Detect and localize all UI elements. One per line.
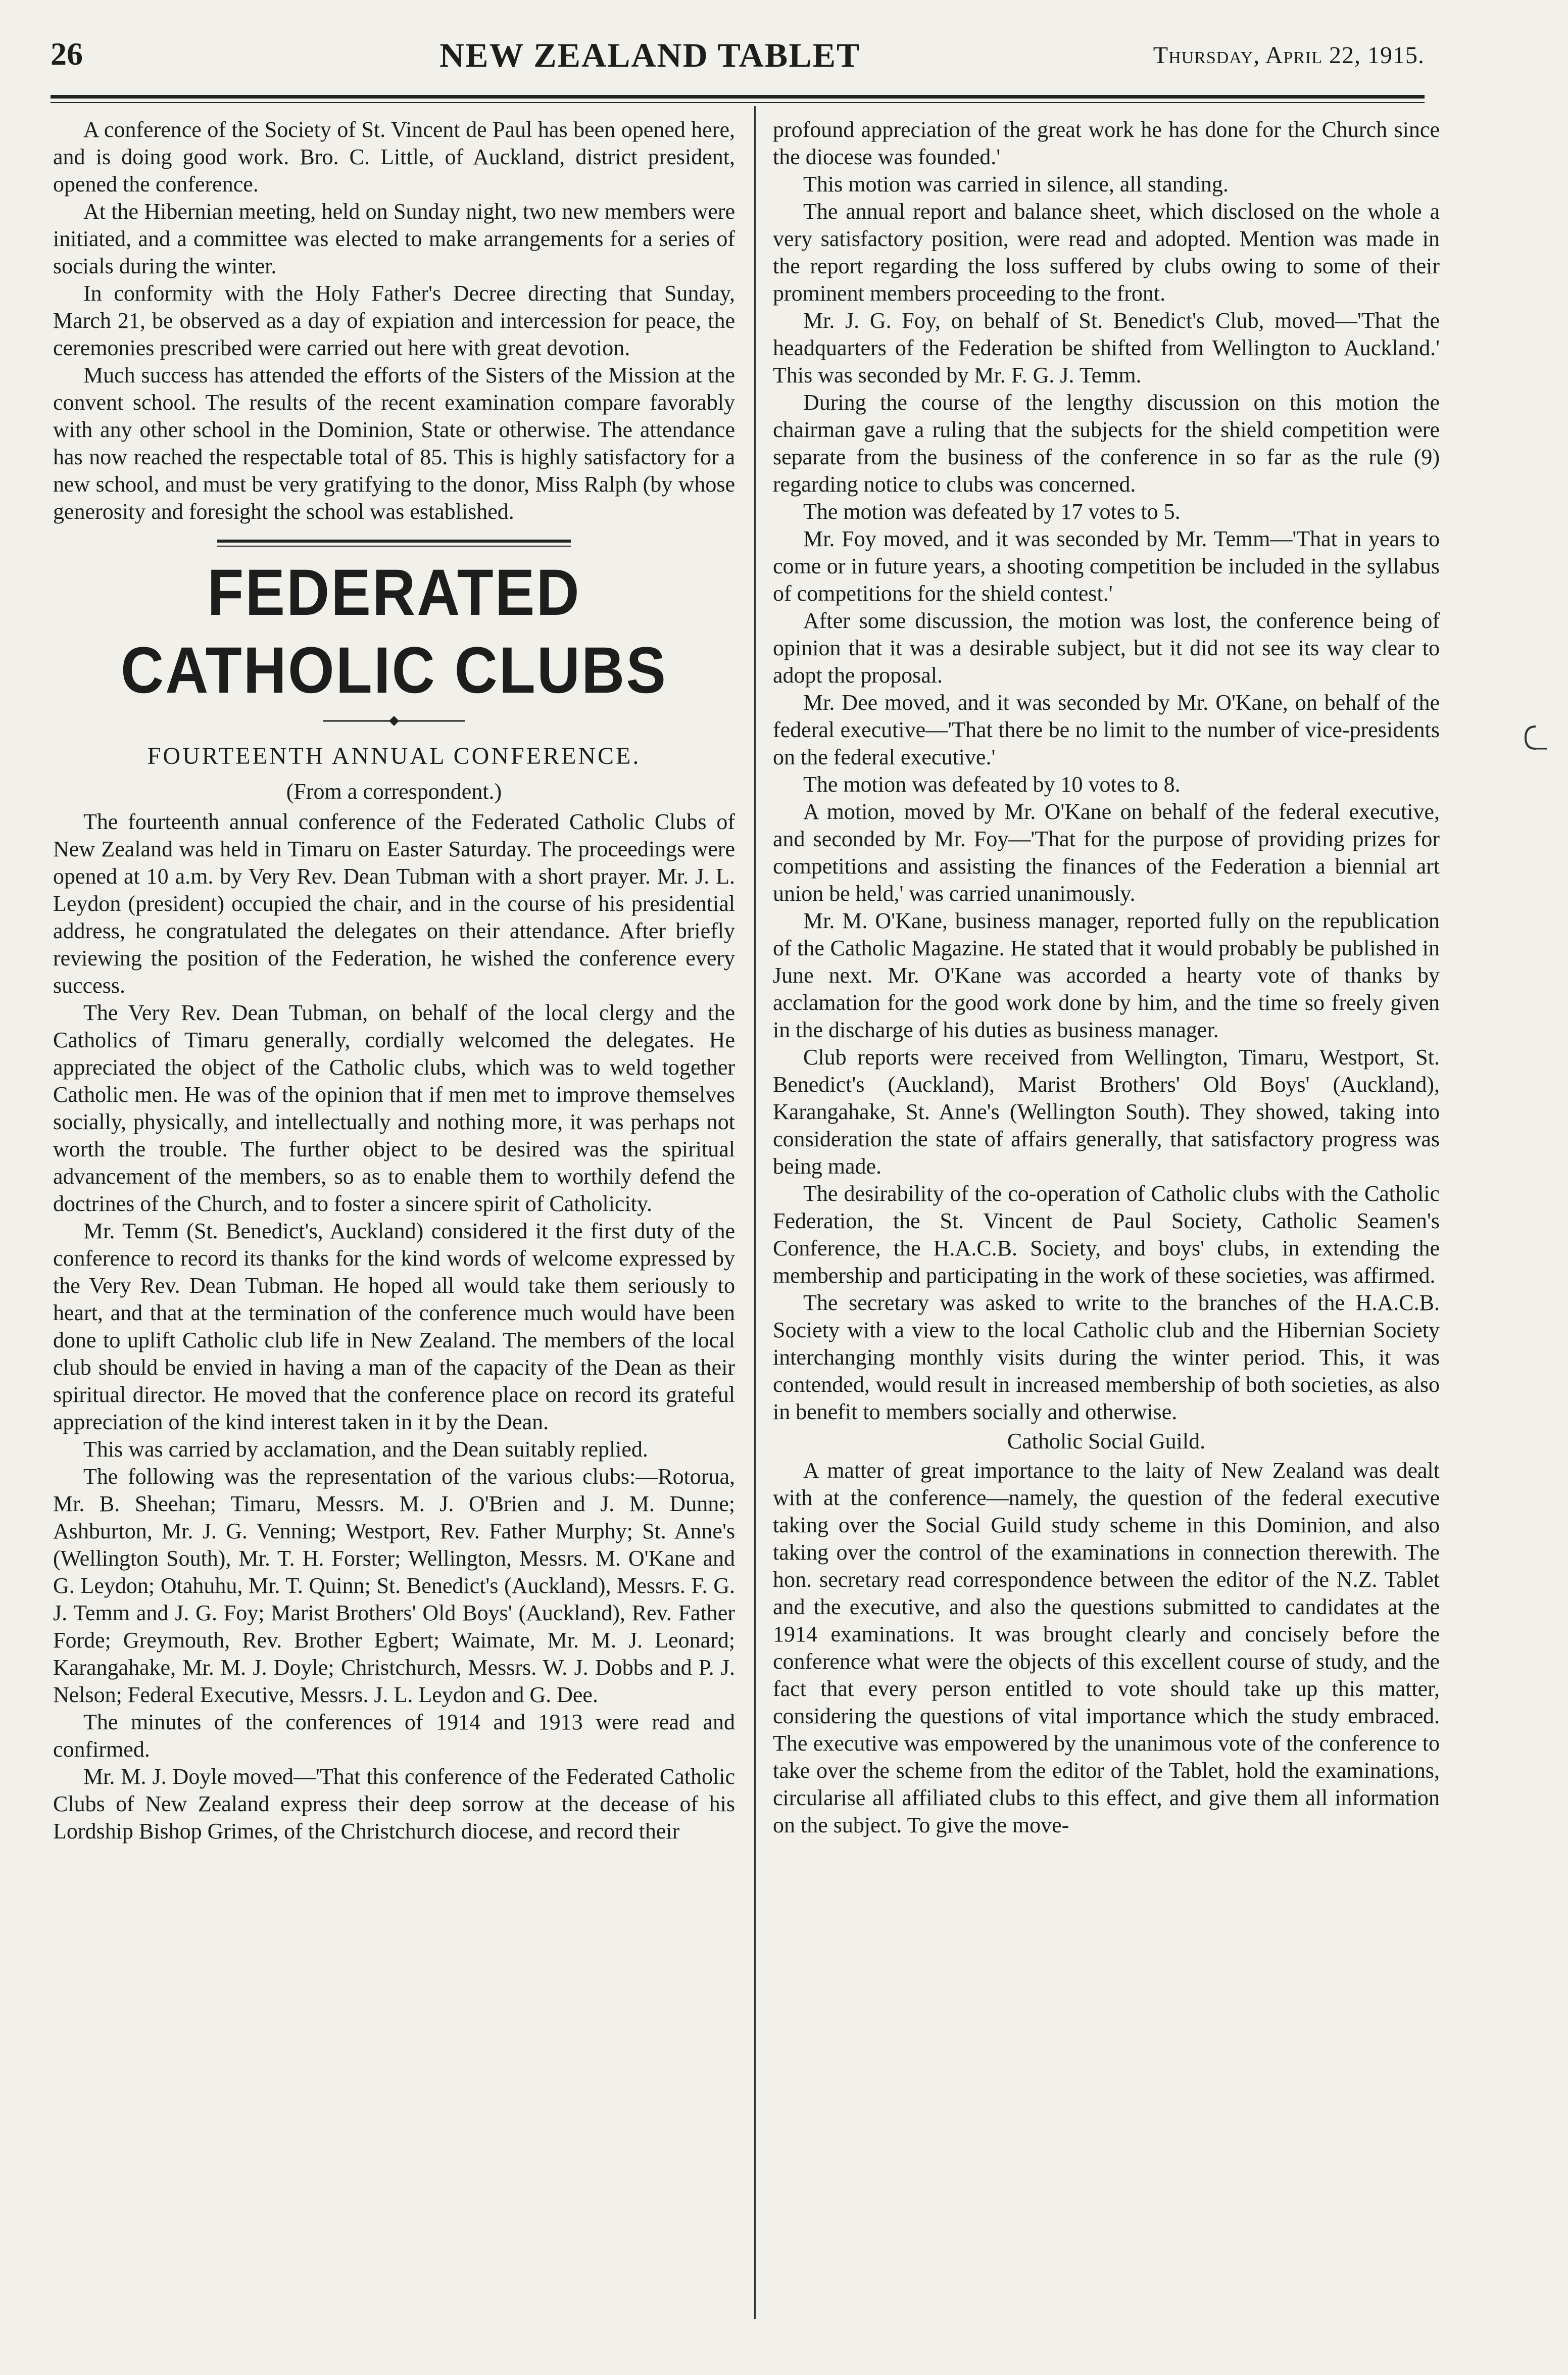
- article-paragraph: Mr. M. J. Doyle moved—'That this conference of the Federated Catholic Clubs of New Zealand express their deep sorrow at the decease of his Lordship Bishop Grimes, of the Christchurch diocese, and record their: [53, 1764, 735, 1844]
- left-column: [53, 116, 735, 1845]
- article-paragraph: profound appreciation of the great work he has done for the Church since the diocese was founded.': [773, 117, 1440, 169]
- article-paragraph: This motion was carried in silence, all standing.: [803, 172, 1229, 197]
- article-paragraph: After some discussion, the motion was lost, the conference being of opinion that it was a desirable subject, but it did not see its way clear to adopt the proposal.: [773, 608, 1440, 688]
- article-paragraph: A matter of great importance to the laity of New Zealand was dealt with at the conference—namely, the question of the federal executive taking over the Social Guild study scheme in this Dominion, and also taking over the control of the examinations in connection therewith. The hon. secretary read correspondence between the editor of the N.Z. Tablet and the executive, and also the questions submitted to candidates at the 1914 examinations. It was brought clearly and concisely before the conference what were the objects of this excellent course of study, and the fact that every person entitled to vote should take up this matter, considering the questions of vital importance which the study embraced. The executive was empowered by the unanimous vote of the conference to take over the scheme from the editor of the Tablet, hold the examinations, circularise all affiliated clubs to this effect, and give them all information on the subject. To give the move-: [773, 1458, 1440, 1837]
- article-paragraph: The minutes of the conferences of 1914 and 1913 were read and confirmed.: [53, 1710, 735, 1762]
- section-heading: Catholic Social Guild.: [1007, 1429, 1206, 1453]
- intro-paragraph: A conference of the Society of St. Vincent de Paul has been opened here, and is doing good work. Bro. C. Little, of Auckland, district president, opened the conference.: [53, 117, 735, 197]
- page-number: 26: [51, 36, 83, 72]
- article-paragraph: Mr. Temm (St. Benedict's, Auckland) considered it the first duty of the conference to record its thanks for the kind words of welcome expressed by the Very Rev. Dean Tubman. He hoped all would take them seriously to heart, and that at the termination of the conference much would have been done to uplift Catholic club life in New Zealand. The members of the local club should be envied in having a man of the capacity of the Dean as their spiritual director. He moved that the conference place on record its grateful appreciation of the kind interest taken in it by the Dean.: [53, 1219, 735, 1434]
- intro-paragraph: Much success has attended the efforts of the Sisters of the Mission at the convent school. The results of the recent examination compare favorably with any other school in the Dominion, State or otherwise. The attendance has now reached the respectable total of 85. This is highly satisfactory for a new school, and must be very gratifying to the donor, Miss Ralph (by whose generosity and foresight the school was established.: [53, 363, 735, 524]
- masthead-rule-thin: [51, 102, 1425, 103]
- article-paragraph: The annual report and balance sheet, which disclosed on the whole a very satisfactory position, were read and adopted. Mention was made in the report regarding the loss suffered by clubs owing to some of their prominent members proceeding to the front.: [773, 199, 1440, 306]
- article-paragraph: The Very Rev. Dean Tubman, on behalf of the local clergy and the Catholics of Timaru generally, cordially welcomed the delegates. He appreciated the object of the Catholic clubs, which was to weld together Catholic men. He was of the opinion that if men met to improve themselves socially, physically, and intellectually and nothing more, it was perhaps not worth the trouble. The further object to be desired was the spiritual advancement of the members, so as to enable them to worthily defend the doctrines of the Church, and to foster a sincere spirit of Catholicity.: [53, 1000, 735, 1216]
- article-paragraph: During the course of the lengthy discussion on this motion the chairman gave a ruling that the subjects for the shield competition were separate from the business of the conference in so far as the rule (9) regarding notice to clubs was concerned.: [773, 390, 1440, 497]
- masthead-rule: [51, 95, 1425, 99]
- article-paragraph: The following was the representation of the various clubs:—Rotorua, Mr. B. Sheehan; Timaru, Messrs. M. J. O'Brien and J. M. Dunne; Ashburton, Mr. J. G. Venning; Westport, Rev. Father Murphy; St. Anne's (Wellington South), Mr. T. H. Forster; Wellington, Messrs. M. O'Kane and G. Leydon; Otahuhu, Mr. T. Quinn; St. Benedict's (Auckland), Messrs. F. G. J. Temm and J. G. Foy; Marist Brothers' Old Boys' (Auckland), Rev. Father Forde; Greymouth, Rev. Brother Egbert; Waimate, Mr. M. J. Leonard; Karangahake, Mr. M. J. Doyle; Christchurch, Messrs. W. J. Dobbs and P. J. Nelson; Federal Executive, Messrs. J. L. Leydon and G. Dee.: [53, 1464, 735, 1707]
- article-paragraph: A motion, moved by Mr. O'Kane on behalf of the federal executive, and seconded by Mr. Foy—'That for the purpose of providing prizes for competitions and assisting the finances of the Federation a biennial art union be held,' was carried unanimously.: [773, 799, 1440, 906]
- article-paragraph: The motion was defeated by 10 votes to 8.: [803, 772, 1181, 797]
- newspaper-title: NEW ZEALAND TABLET: [439, 36, 861, 74]
- article-paragraph: The desirability of the co-operation of Catholic clubs with the Catholic Federation, the St. Vincent de Paul Society, Catholic Seamen's Conference, the H.A.C.B. Society, and boys' clubs, in extending the membership and participating in the work of these societies, was affirmed.: [773, 1181, 1440, 1288]
- section-rule: [217, 540, 571, 547]
- intro-paragraph: In conformity with the Holy Father's Decree directing that Sunday, March 21, be observed as a day of expiation and intercession for peace, the ceremonies prescribed were carried out here with great devotion.: [53, 281, 735, 360]
- column-divider: [754, 106, 756, 2319]
- article-subheadline: FOURTEENTH ANNUAL CONFERENCE.: [147, 743, 641, 769]
- right-column: [773, 116, 1440, 1839]
- margin-bracket-mark: [1521, 722, 1551, 753]
- ornament-divider: [53, 706, 735, 734]
- intro-paragraph: At the Hibernian meeting, held on Sunday night, two new members were initiated, and a committee was elected to make arrangements for a series of socials during the winter.: [53, 199, 735, 278]
- article-paragraph: The motion was defeated by 17 votes to 5.: [803, 499, 1181, 524]
- article-paragraph: Mr. Dee moved, and it was seconded by Mr. O'Kane, on behalf of the federal executive—'That there be no limit to the number of vice-presidents on the federal executive.': [773, 690, 1440, 769]
- masthead: [51, 30, 1425, 91]
- issue-date: Thursday, April 22, 1915.: [1153, 42, 1425, 69]
- article-paragraph: Club reports were received from Wellington, Timaru, Westport, St. Benedict's (Auckland), Marist Brothers' Old Boys' (Auckland), Karangahake, St. Anne's (Wellington South). They showed, taking into consideration the state of affairs generally, that satisfactory progress was being made.: [773, 1045, 1440, 1179]
- article-headline: FEDERATED CATHOLIC CLUBS: [120, 556, 668, 707]
- article-paragraph: Mr. M. O'Kane, business manager, reported fully on the republication of the Catholic Magazine. He stated that it would probably be published in June next. Mr. O'Kane was accorded a hearty vote of thanks by acclamation for the good work done by him, and the time so freely given in the discharge of his duties as business manager.: [773, 908, 1440, 1042]
- article-paragraph: Mr. Foy moved, and it was seconded by Mr. Temm—'That in years to come or in future years, a shooting competition be included in the syllabus of competitions for the shield contest.': [773, 526, 1440, 606]
- article-paragraph: Mr. J. G. Foy, on behalf of St. Benedict's Club, moved—'That the headquarters of the Federation be shifted from Wellington to Auckland.' This was seconded by Mr. F. G. J. Temm.: [773, 308, 1440, 387]
- article-paragraph: The secretary was asked to write to the branches of the H.A.C.B. Society with a view to the local Catholic club and the Hibernian Society interchanging monthly visits during the winter period. This, it was contended, would result in increased membership of both societies, as also in benefit to members socially and otherwise.: [773, 1290, 1440, 1424]
- article-paragraph: The fourteenth annual conference of the Federated Catholic Clubs of New Zealand was held in Timaru on Easter Saturday. The proceedings were opened at 10 a.m. by Very Rev. Dean Tubman with a short prayer. Mr. J. L. Leydon (president) occupied the chair, and in the course of his presidential address, he congratulated the delegates on their attendance. After briefly reviewing the position of the Federation, he wished the conference every success.: [53, 809, 735, 998]
- article-paragraph: This was carried by acclamation, and the Dean suitably replied.: [83, 1437, 648, 1462]
- article-byline: (From a correspondent.): [286, 779, 502, 804]
